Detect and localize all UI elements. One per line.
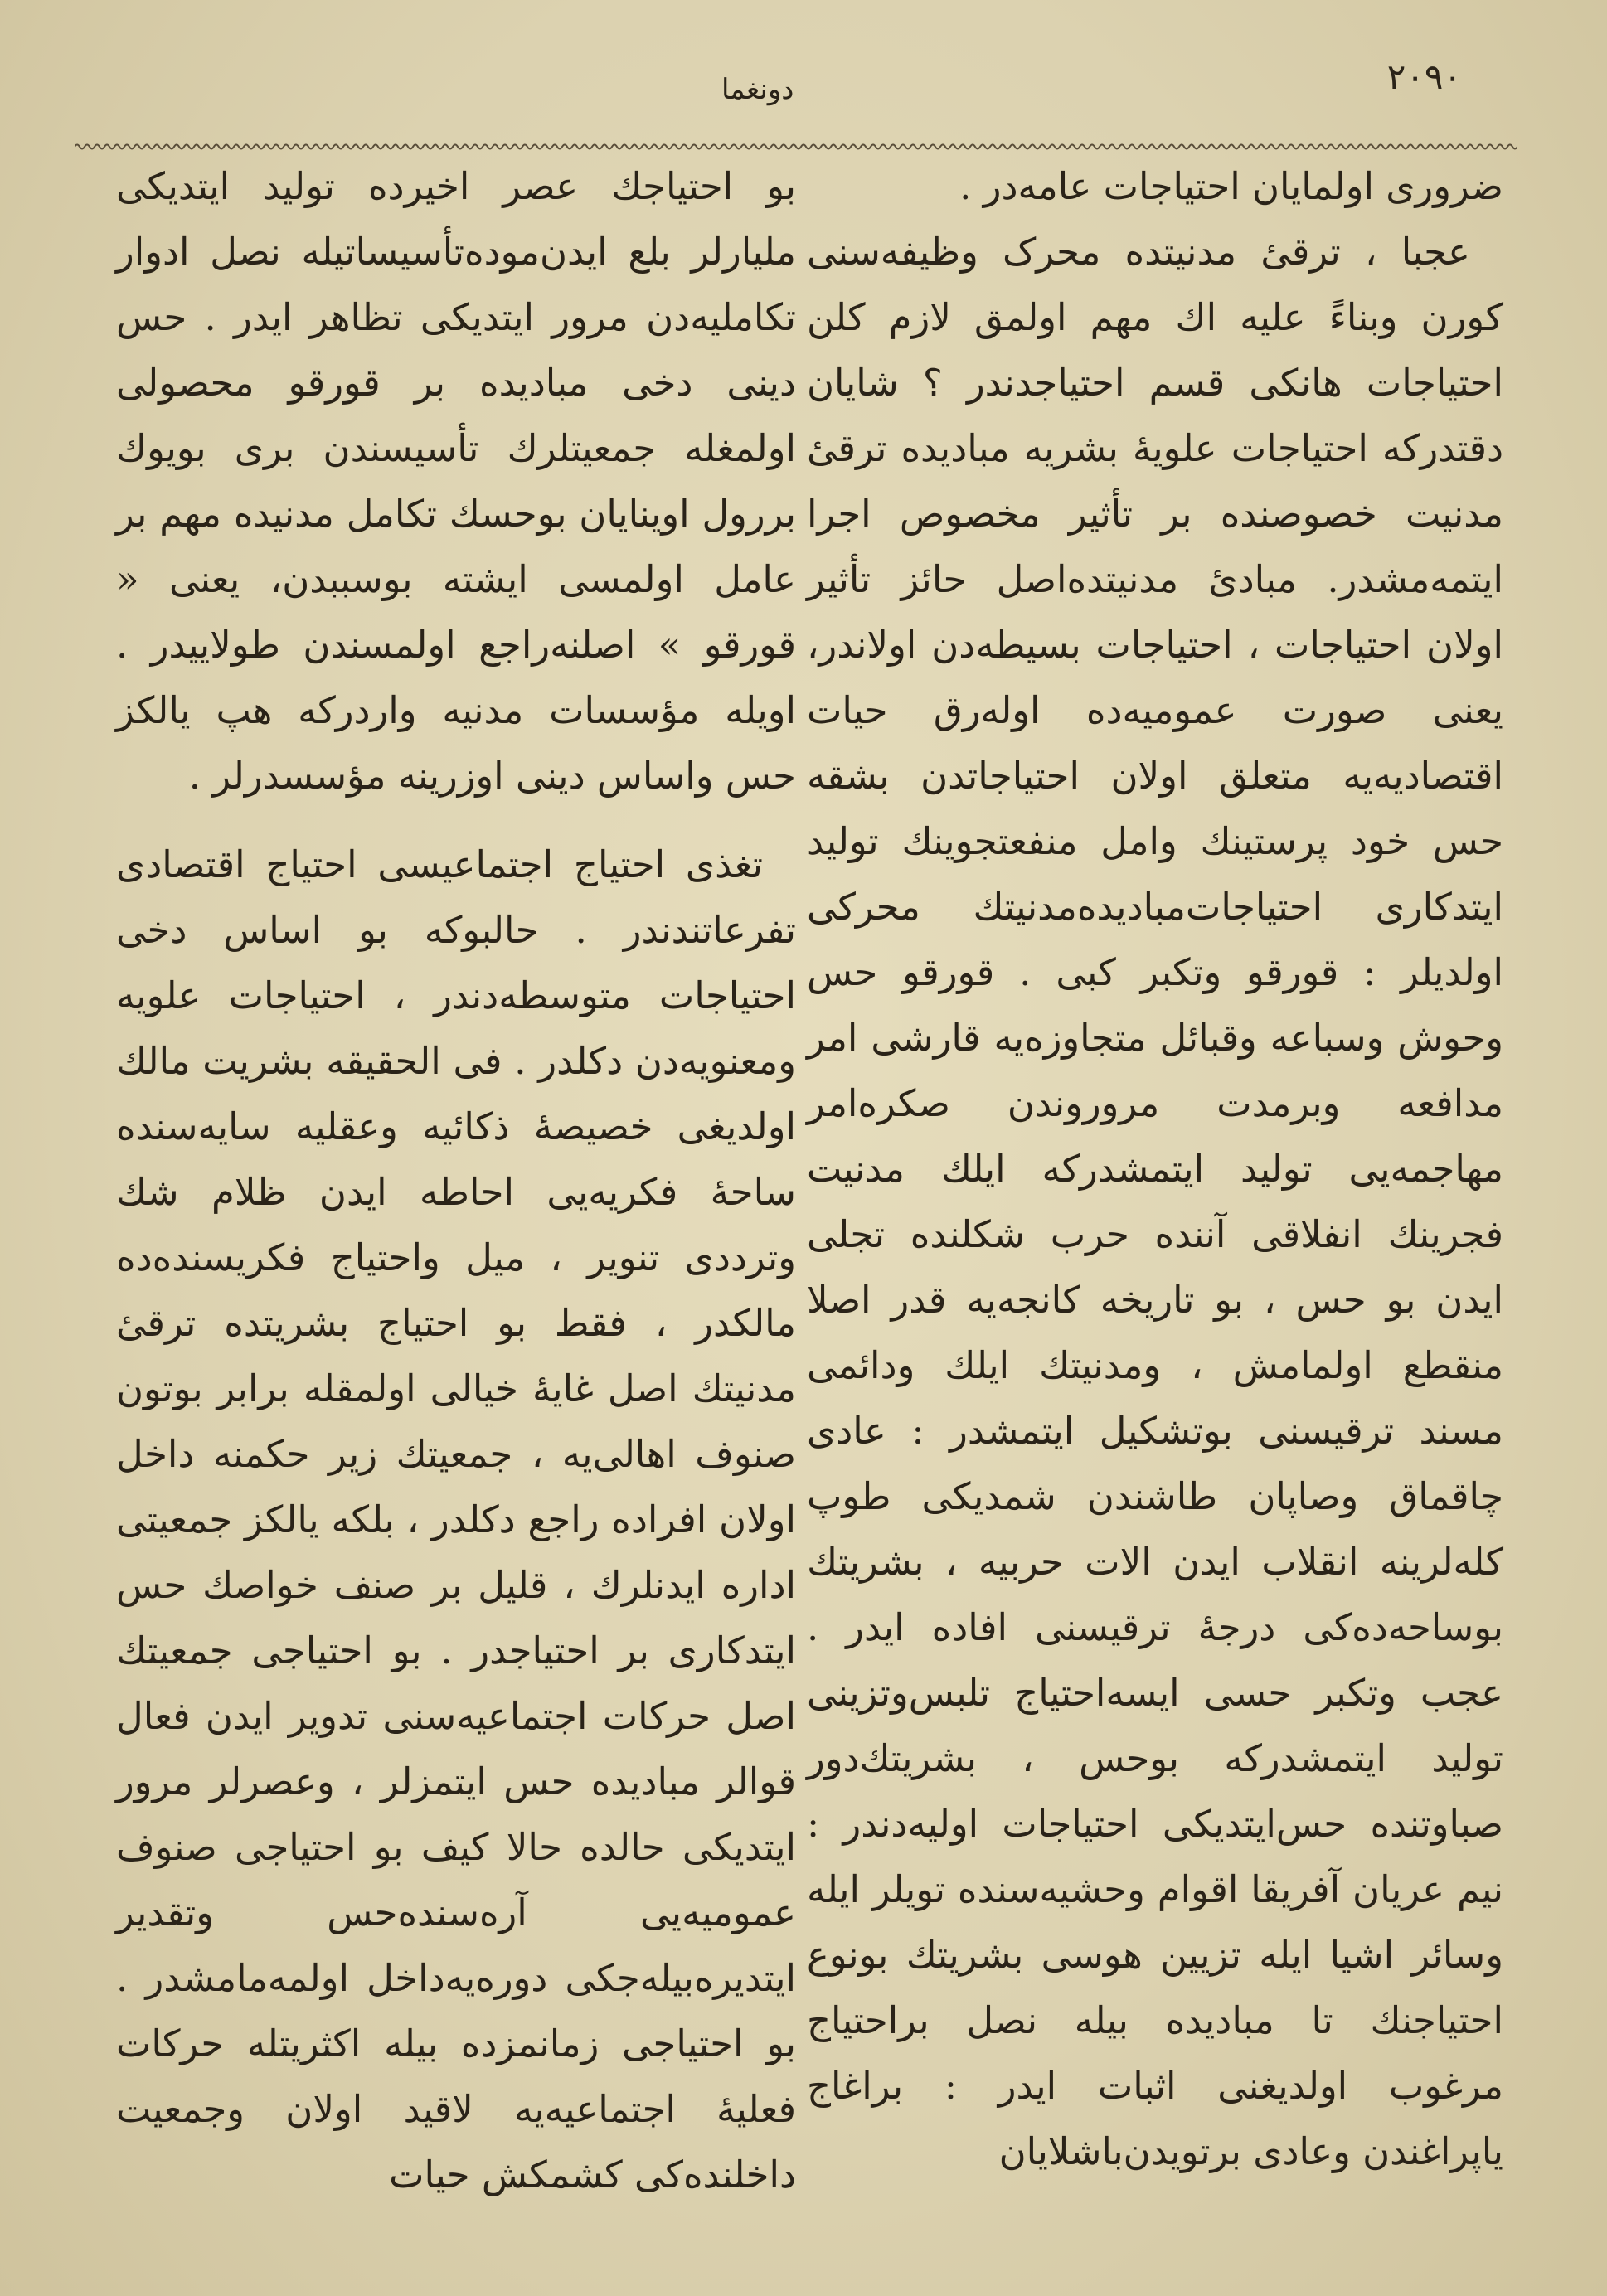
text-column-left (116, 153, 796, 2263)
paragraph: عجبا ، ترقیٔ مدنیتده محرک وظیفه‌سنی کورن وبناءً علیه اك مهم اولمق لازم کلن احتیاجات هانکی قسم احتیاجدندر ؟ شایان دقتدرکه احتیاجات علویهٔ بشریه مبادیده ترقیٔ مدنیت خصوصنده بر تأثیر مخصوص اجرا ایتمه‌مشدر. مبادیٔ مدنیتده‌اصل حائز تأثیر اولان احتیاجات ، احتیاجات بسیطه‌دن اولاندر، یعنی صورت عمومیه‌ده اوله‌رق حیات اقتصادیه‌یه متعلق اولان احتیاجاتدن بشقه حس خود پرستینك وامل منفعتجوینك تولید ایتدکاری احتیاجات‌مبادیده‌مدنیتك محرکی اولدیلر : قورقو وتکبر کبی . قورقو حس وحوش وسباعه وقبائل متجاوزه‌یه قارشی امر مدافعه وبرمدت مروروندن صکره‌امر مهاجمه‌یی تولید ایتمشدرکه ایلك مدنیت فجرینك انفلاقی آننده حرب شکلنده تجلی ایدن بو حس ، بو تاریخه کانجه‌یه قدر اصلا منقطع اولمامش ، ومدنیتك ایلك ودائمی مسند ترقیسنی بوتشکیل ایتمشدر : عادی چاقماق وصاپان طاشندن شمدیکی طوپ کله‌لرینه انقلاب ایدن الات حربیه ، بشریتك بوساحه‌ده‌کی درجهٔ ترقیسنی افاده ایدر . عجب وتکبر حسی ایسه‌احتیاج تلبس‌وتزینی تولید ایتمشدرکه بوحس ، بشریتك‌دور صباوتنده حس‌ایتدیکی احتیاجات اولیه‌دندر : نیم عریان آفریقا اقوام وحشیه‌سنده تویلر ایله وسائر اشیا ایله تزیین هوسی بشریتك بونوع احتیاجنك تا مبادیده بیله نصل براحتیاج مرغوب اولدیغنی اثبات ایدر : براغاج یاپراغندن وعادی برتویدن‌باشلایان (807, 230, 1503, 2173)
page-number: ۲۰۹۰ (1386, 56, 1462, 97)
running-head: دونغما (721, 73, 794, 106)
text-column-right (807, 153, 1503, 2263)
header-wavy-rule (75, 141, 1517, 153)
paragraph: بو احتیاجك عصر اخیرده تولید ایتدیکی ملیارلر بلع ایدن‌موده‌تأسیساتیله نصل ادوار تکاملیه‌دن مرور ایتدیکی تظاهر ایدر . حس دینی دخی مبادیده بر قورقو محصولی اولمغله جمعیتلرك تأسیسندن بری بویوك بررول اوینایان بوحسك تکامل مدنیده مهم بر عامل اولمسی ایشته بوسببدن، یعنی « قورقو » اصلنه‌راجع اولمسندن طولاییدر . اویله مؤسسات مدنیه واردرکه هپ یالکز حس واساس دینی اوزرینه مؤسسدرلر . (116, 164, 796, 798)
page-header (0, 56, 1607, 114)
paragraph: ضروری اولمایان احتیاجات عامه‌در . (959, 164, 1503, 208)
paragraph: تغذی احتیاج اجتماعیسی احتیاج اقتصادی تفرعاتندندر . حالبوکه بو اساس دخی احتیاجات متوسطه‌دندر ، احتیاجات علویه ومعنویه‌دن دکلدر . فی الحقیقه بشریت مالك اولدیغی خصیصهٔ ذکائیه وعقلیه سایه‌سنده ساحهٔ فکریه‌یی احاطه ایدن ظلام شك وترددی تنویر ، میل واحتیاج فکریسنده‌ده مالکدر ، فقط بو احتیاج بشریتده ترقیٔ مدنیتك اصل غایهٔ خیالی اولمقله برابر بوتون صنوف اهالی‌یه ، جمعیتك زیر حکمنه داخل اولان افراده راجع دکلدر ، بلکه یالکز جمعیتی اداره ایدنلرك ، قلیل بر صنف خواصك حس ایتدکاری بر احتیاجدر . بو احتیاجی جمعیتك اصل حرکات اجتماعیه‌سنی تدویر ایدن فعال قوالر مبادیده حس ایتمزلر ، وعصرلر مرور ایتدیکی حالده حالا کیف بو احتیاجی صنوف عمومیه‌یی آره‌سنده‌حس وتقدیر ایتدیره‌بیله‌جکی دوره‌یه‌داخل اولمه‌مامشدر . بو احتیاجی زمانمزده بیله اکثریتله حرکات فعلیهٔ اجتماعیه‌یه لاقید اولان وجمعیت داخلنده‌کی کشمکش حیات (116, 842, 796, 2196)
